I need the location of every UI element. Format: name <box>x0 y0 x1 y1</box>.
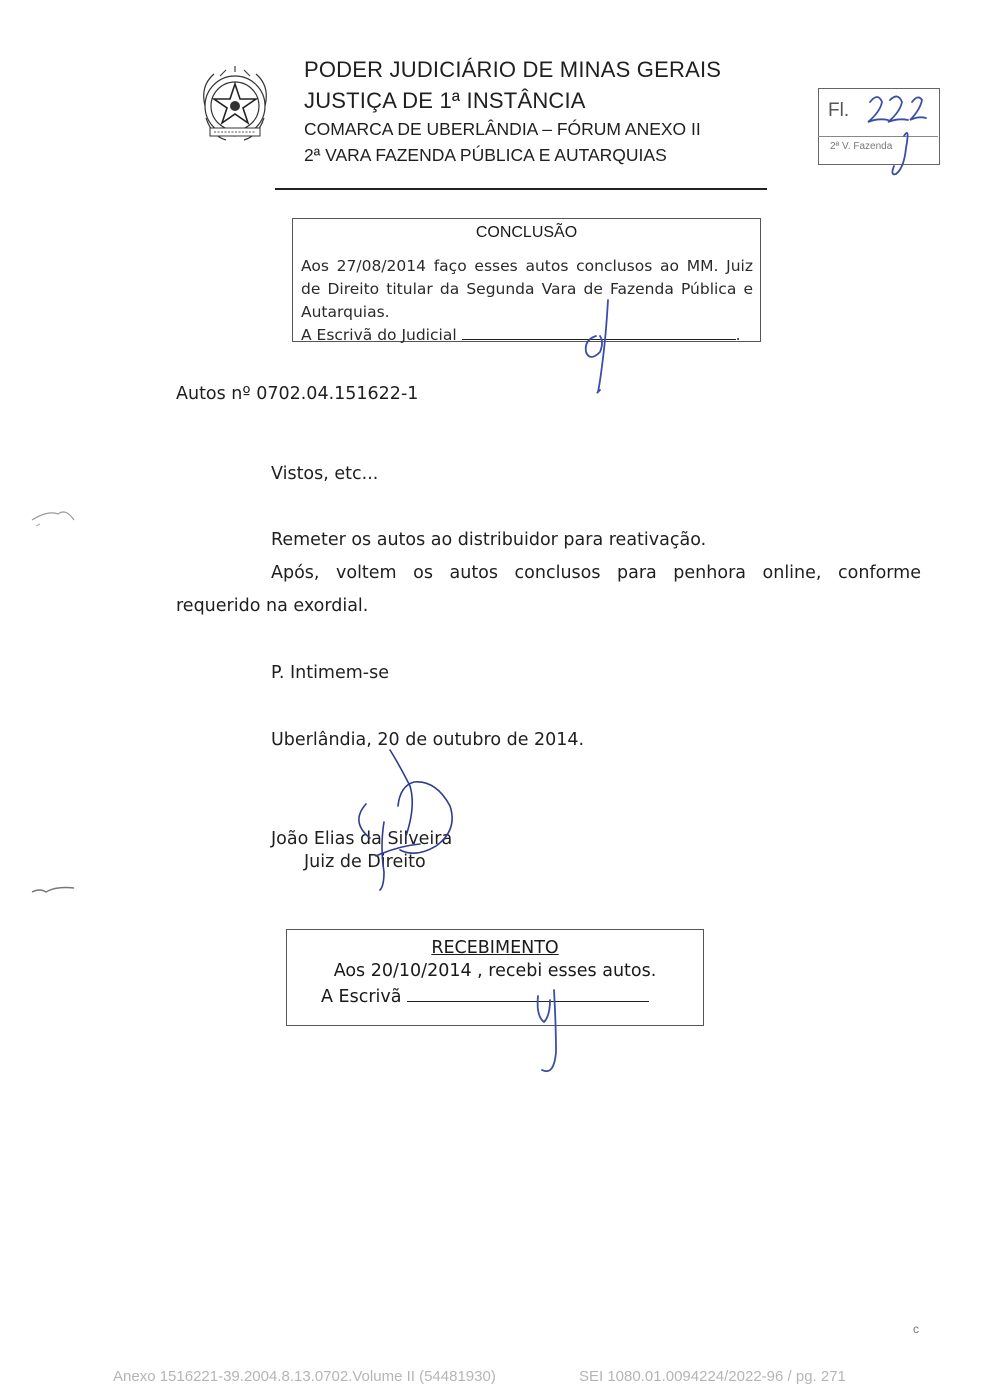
recebimento-signature-label: A Escrivã <box>321 987 402 1007</box>
recebimento-signature-row <box>321 986 649 1007</box>
header-court-name: PODER JUDICIÁRIO DE MINAS GERAIS <box>304 57 722 82</box>
header-instance: JUSTIÇA DE 1ª INSTÂNCIA <box>304 88 586 113</box>
order-paragraph-2-line-2: requerido na exordial. <box>176 596 369 616</box>
footer-sei-page: SEI 1080.01.0094224/2022-96 / pg. 271 <box>579 1368 846 1385</box>
order-paragraph-2-line-1: Após, voltem os autos conclusos para penhora online, conforme <box>271 563 921 583</box>
judge-role: Juiz de Direito <box>304 852 426 872</box>
recebimento-text: Aos 20/10/2014 , recebi esses autos. <box>333 961 657 981</box>
judge-name: João Elias da Silveira <box>271 829 453 849</box>
case-number: Autos nº 0702.04.151622-1 <box>176 384 419 404</box>
conclusao-title: CONCLUSÃO <box>475 224 578 241</box>
margin-mark-2 <box>30 880 80 900</box>
corner-mark: c <box>913 1322 919 1336</box>
recebimento-title-text: RECEBIMENTO <box>431 938 559 958</box>
page-number-handwriting <box>860 88 940 183</box>
margin-mark-1 <box>30 500 80 540</box>
judge-signature <box>340 746 470 896</box>
page-stamp-vara: 2ª V. Fazenda <box>830 141 893 152</box>
intimem-line: P. Intimem-se <box>271 663 389 683</box>
page-stamp-label: Fl. <box>828 100 850 121</box>
header-comarca: COMARCA DE UBERLÂNDIA – FÓRUM ANEXO II <box>304 119 701 139</box>
header-divider <box>275 188 767 190</box>
footer-annex-id: Anexo 1516221-39.2004.8.13.0702.Volume II (54481930) <box>113 1368 496 1385</box>
place-date: Uberlândia, 20 de outubro de 2014. <box>271 730 585 750</box>
conclusao-text: Aos 27/08/2014 faço esses autos conclusos ao MM. Juiz de Direito titular da Segunda Vara de Fazenda Pública e Autarquias. A Escrivã do Judicial . <box>301 257 753 344</box>
minas-gerais-coat-of-arms-icon <box>196 66 274 150</box>
clerk-signature-conclusao <box>578 296 618 396</box>
conclusao-signature-label: A Escrivã do Judicial <box>301 326 457 344</box>
recebimento-title <box>286 938 704 958</box>
clerk-signature-recebimento <box>528 986 568 1080</box>
conclusao-body: Aos 27/08/2014 faço esses autos conclusos ao MM. Juiz de Direito titular da Segunda Vara de Fazenda Pública e Autarquias. <box>301 257 753 321</box>
order-paragraph-1: Remeter os autos ao distribuidor para reativação. <box>271 530 707 550</box>
vistos-line: Vistos, etc... <box>271 464 379 484</box>
header-vara: 2ª VARA FAZENDA PÚBLICA E AUTARQUIAS <box>304 145 667 165</box>
